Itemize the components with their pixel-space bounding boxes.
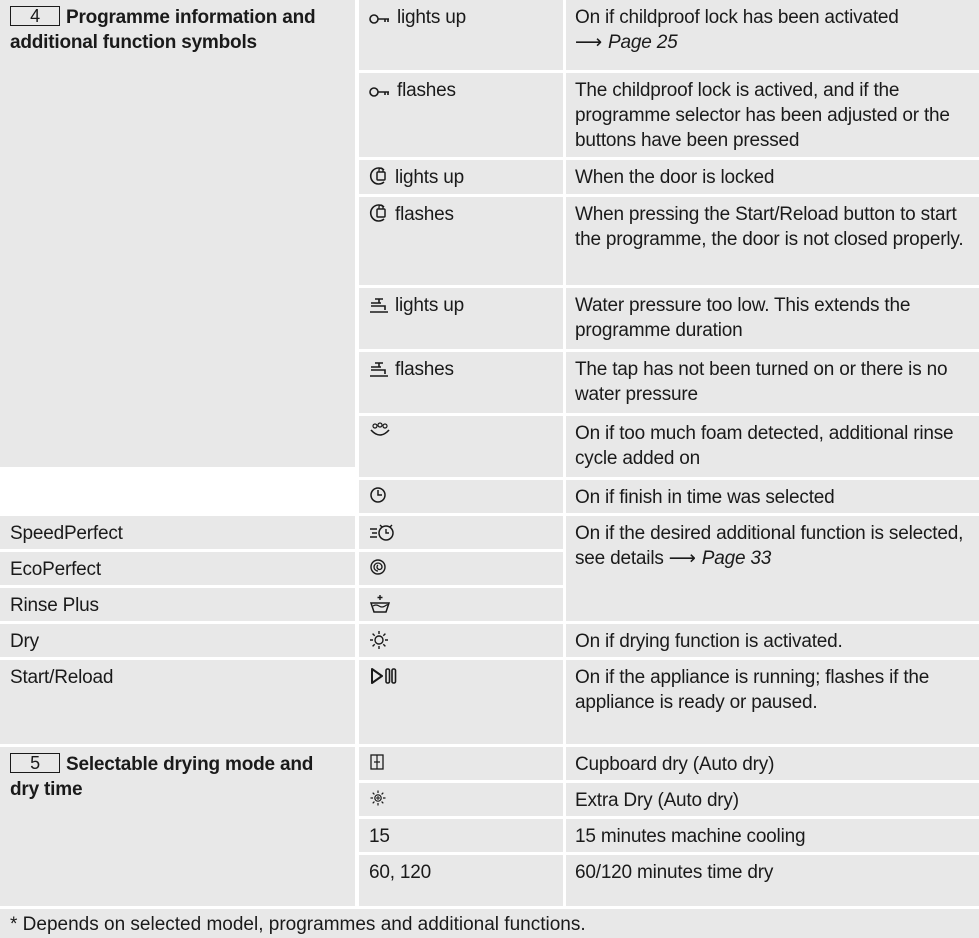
description-cell xyxy=(566,197,979,285)
water-tap-icon xyxy=(369,296,389,321)
description-text: 15 minutes machine cooling xyxy=(575,826,806,847)
description-text: Cupboard dry (Auto dry) xyxy=(575,754,775,775)
state-label: flashes xyxy=(397,80,456,101)
description-text: Water pressure too low. This extends the programme duration xyxy=(575,295,911,341)
section-number-badge: 4 xyxy=(10,6,60,26)
page-reference: Page 25 xyxy=(608,32,678,53)
description-text: Extra Dry (Auto dry) xyxy=(575,790,739,811)
state-label: flashes xyxy=(395,359,454,380)
description-cell xyxy=(566,516,979,621)
function-name-cell xyxy=(0,660,355,744)
section-4-header xyxy=(0,0,355,467)
function-name: Rinse Plus xyxy=(10,595,99,616)
symbol-cell xyxy=(359,73,563,157)
arrow-right-icon: ⟶ xyxy=(668,548,696,569)
section-5-header xyxy=(0,747,355,906)
description-text: When the door is locked xyxy=(575,167,775,188)
description-text: On if childproof lock has been activated xyxy=(575,7,899,28)
function-name: Start/Reload xyxy=(10,667,114,688)
section-title: Selectable drying mode and dry time xyxy=(10,754,314,800)
symbol-cell xyxy=(359,552,563,585)
description-text: On if finish in time was selected xyxy=(575,487,835,508)
function-name-cell xyxy=(0,588,355,621)
description-cell xyxy=(566,747,979,780)
state-label: flashes xyxy=(395,204,454,225)
symbol-cell xyxy=(359,624,563,657)
dry-time-value: 15 xyxy=(369,826,390,847)
water-tap-icon xyxy=(369,360,389,385)
sun-icon xyxy=(369,630,389,657)
cupboard-icon xyxy=(369,753,385,778)
description-cell xyxy=(566,624,979,657)
clock-icon xyxy=(369,486,387,511)
section-title: Programme information and additional function symbols xyxy=(10,7,316,53)
symbol-cell xyxy=(359,160,563,194)
speed-perfect-icon xyxy=(369,522,395,549)
description-cell xyxy=(566,783,979,816)
description-cell xyxy=(566,73,979,157)
symbol-cell xyxy=(359,197,563,285)
function-name-cell xyxy=(0,552,355,585)
arrow-right-icon: ⟶ xyxy=(575,32,603,53)
symbol-cell xyxy=(359,480,563,513)
rinse-plus-icon xyxy=(369,594,391,621)
description-cell xyxy=(566,0,979,70)
state-label: lights up xyxy=(395,295,464,316)
description-text: The tap has not been turned on or there is no water pressure xyxy=(575,359,948,405)
description-cell xyxy=(566,160,979,194)
symbol-cell xyxy=(359,783,563,816)
symbol-cell xyxy=(359,0,563,70)
childproof-lock-icon xyxy=(369,81,391,106)
door-lock-icon xyxy=(369,166,389,193)
symbol-cell xyxy=(359,288,563,349)
footnote-text: * Depends on selected model, programmes and additional functions. xyxy=(10,914,586,935)
section-number-badge: 5 xyxy=(10,753,60,773)
description-cell xyxy=(566,480,979,513)
eco-perfect-icon xyxy=(369,558,387,583)
symbol-cell xyxy=(359,352,563,413)
page-reference: Page 33 xyxy=(701,548,772,569)
extra-dry-icon xyxy=(369,789,387,814)
description-text: When pressing the Start/Reload button to start the programme, the door is not closed properly. xyxy=(575,204,964,250)
description-text: 60/120 minutes time dry xyxy=(575,862,774,883)
symbol-cell xyxy=(359,747,563,780)
symbol-cell xyxy=(359,588,563,621)
function-name-cell xyxy=(0,516,355,549)
description-cell xyxy=(566,416,979,477)
dry-time-value: 60, 120 xyxy=(369,862,431,883)
description-text: On if the desired additional function is selected, see details xyxy=(575,523,964,569)
play-pause-icon xyxy=(369,666,399,693)
description-cell xyxy=(566,660,979,744)
symbol-cell xyxy=(359,660,563,744)
description-text: On if the appliance is running; flashes if the appliance is ready or paused. xyxy=(575,667,930,713)
function-name: SpeedPerfect xyxy=(10,523,123,544)
description-text: On if drying function is activated. xyxy=(575,631,843,652)
footnote xyxy=(0,909,979,938)
symbol-cell xyxy=(359,855,563,906)
childproof-lock-icon xyxy=(369,8,391,33)
symbol-cell xyxy=(359,516,563,549)
description-cell xyxy=(566,288,979,349)
state-label: lights up xyxy=(395,167,464,188)
description-text: The childproof lock is actived, and if the programme selector has been adjusted or the buttons have been pressed xyxy=(575,80,950,151)
function-name-cell xyxy=(0,624,355,657)
description-text: On if too much foam detected, additional rinse cycle added on xyxy=(575,423,954,469)
function-name: Dry xyxy=(10,631,39,652)
description-cell xyxy=(566,819,979,852)
door-lock-icon xyxy=(369,203,389,230)
state-label: lights up xyxy=(397,7,466,28)
function-name: EcoPerfect xyxy=(10,559,101,580)
description-cell xyxy=(566,855,979,906)
symbol-cell xyxy=(359,416,563,477)
description-cell xyxy=(566,352,979,413)
symbol-cell xyxy=(359,819,563,852)
foam-icon xyxy=(369,422,391,447)
